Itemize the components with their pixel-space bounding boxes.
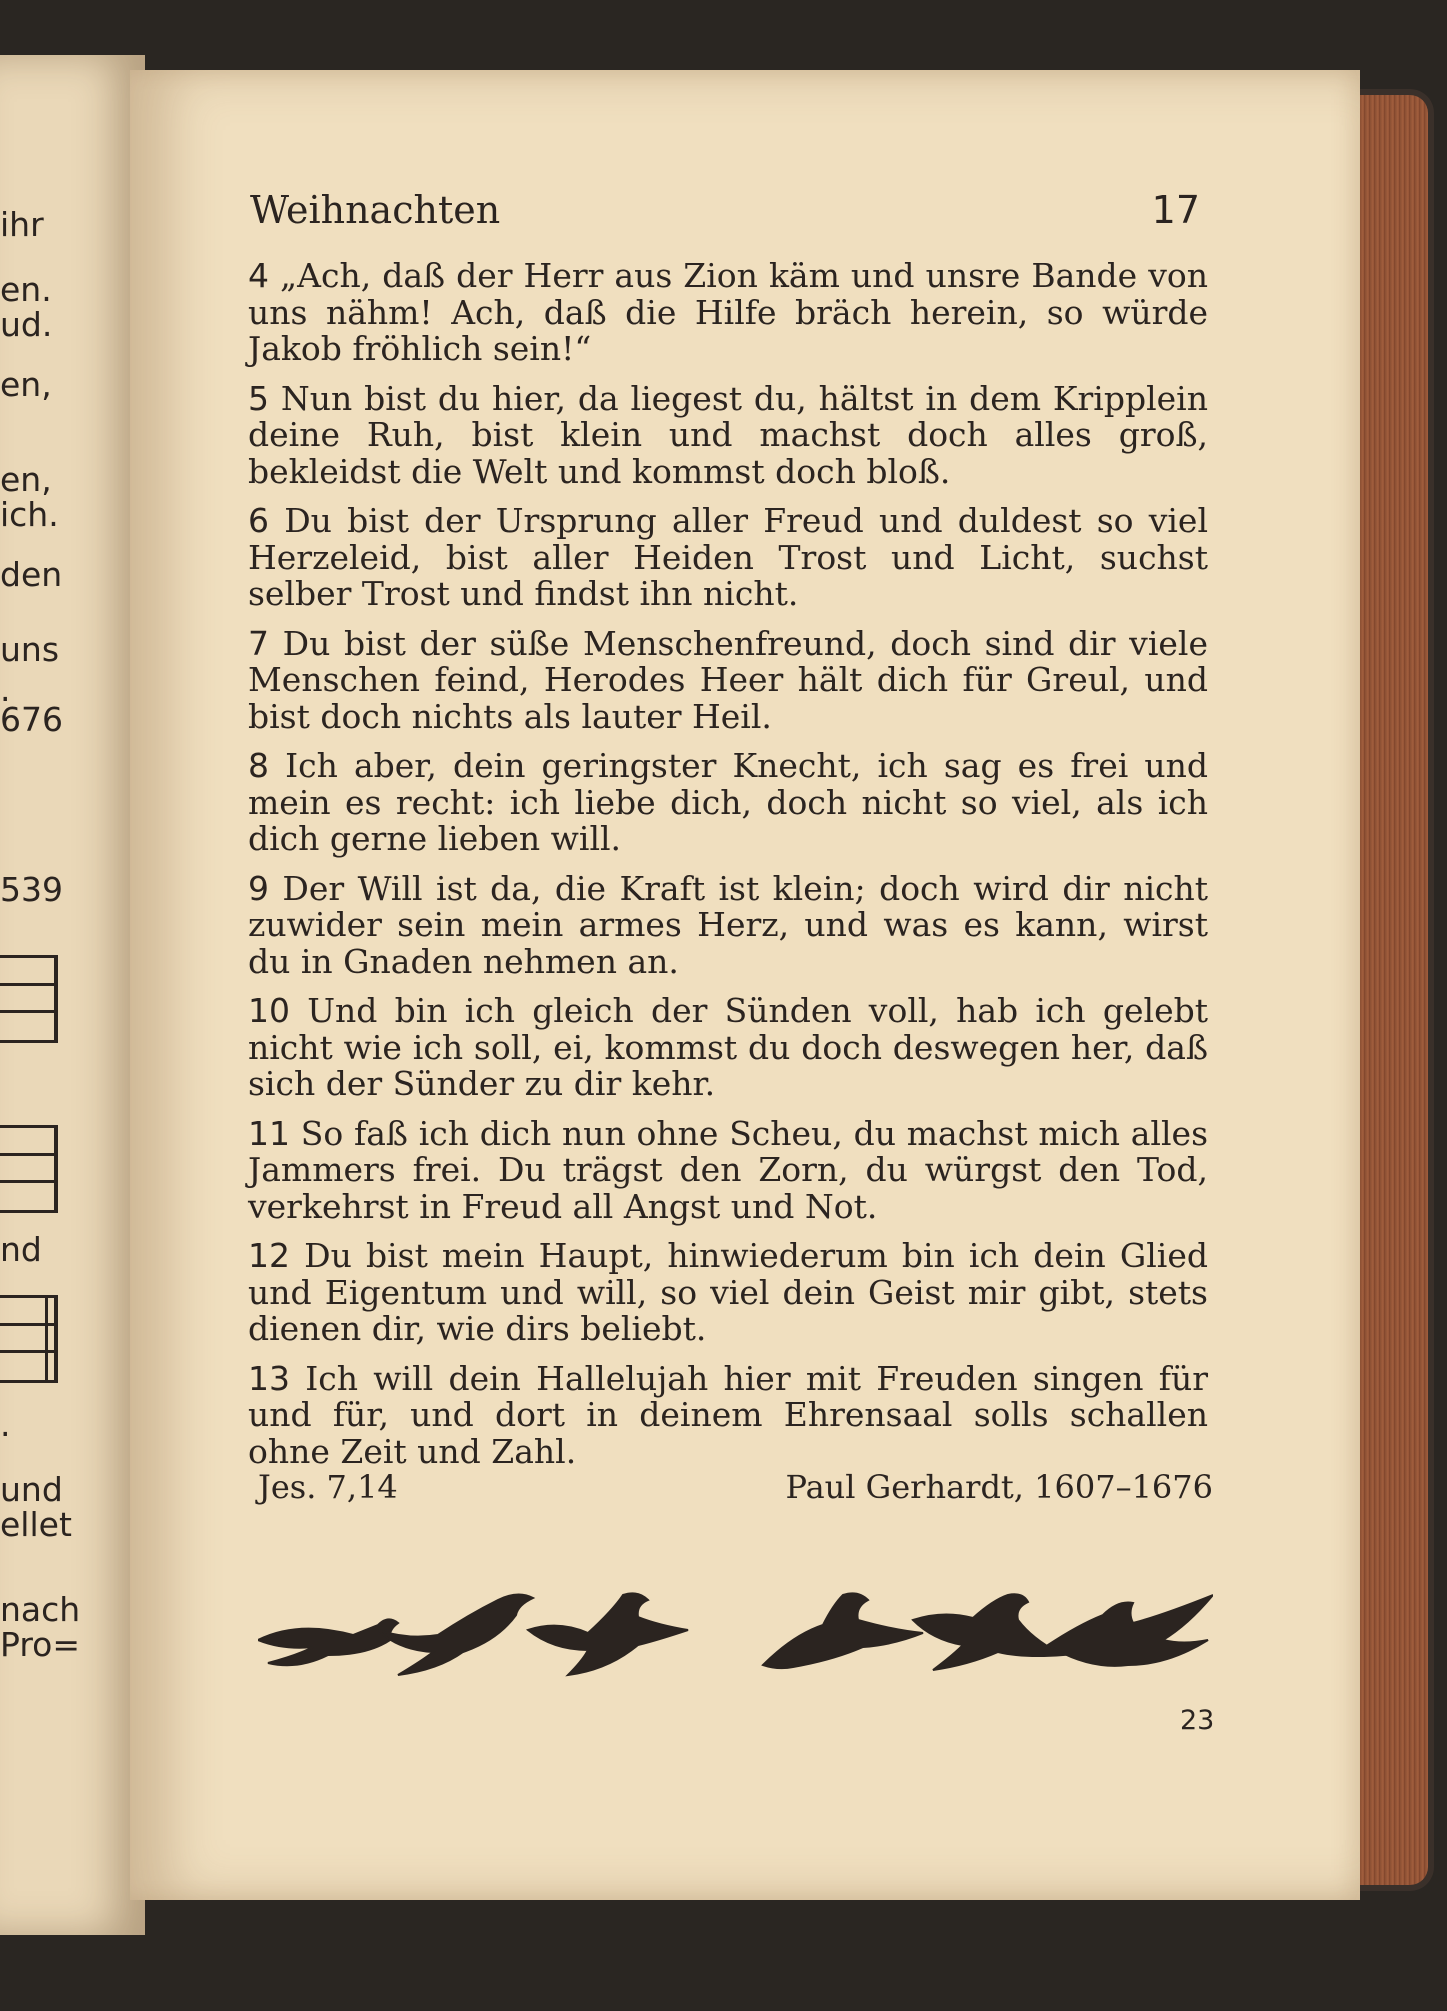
- left-line: .: [0, 1405, 11, 1444]
- scripture-reference: Jes. 7,14: [258, 1468, 398, 1506]
- verse: [248, 748, 1208, 858]
- verse-text: Nun bist du hier, da liegest du, hältst in dem Kripplein deine Ruh, bist klein und machst doch alles groß, bekleidst die Welt und kommst doch bloß.: [248, 378, 1208, 491]
- verse-text: Du bist der süße Menschenfreund, doch sind dir viele Menschen feind, Herodes Heer hält dich für Greul, und bist doch nichts als lauter Heil.: [248, 623, 1208, 736]
- running-head: [250, 188, 1200, 232]
- verse-text: Und bin ich gleich der Sünden voll, hab ich gelebt nicht wie ich soll, ei, kommst du doch deswegen her, daß sich der Sünder zu dir kehr.: [248, 991, 1208, 1103]
- verse: [248, 868, 1208, 981]
- music-staff: [0, 1125, 58, 1213]
- left-line: ud.: [0, 305, 53, 344]
- verse: [248, 623, 1208, 736]
- left-line: 676: [0, 700, 63, 739]
- music-staff: [0, 955, 58, 1043]
- left-line: ihr: [0, 205, 44, 244]
- verse-text: So faß ich dich nun ohne Scheu, du machst mich alles Jammers frei. Du trägst den Zorn, du würgst den Tod, verkehrst in Freud all Angst und Not.: [248, 1113, 1208, 1226]
- verse-number: 12: [248, 1236, 290, 1275]
- verse: [248, 378, 1208, 491]
- verse-number: 6: [248, 501, 269, 540]
- hymn-number: 17: [1151, 188, 1200, 232]
- verse-number: 13: [248, 1358, 290, 1398]
- running-title: Weihnachten: [250, 188, 501, 232]
- page-number: 23: [1180, 1705, 1215, 1736]
- left-line: den: [0, 555, 63, 594]
- dove-icon: [763, 1593, 923, 1668]
- dove-ornament: [258, 1585, 1213, 1685]
- verse-text: Der Will ist da, die Kraft ist klein; doch wird dir nicht zuwider sein mein armes Herz, und was es kann, wirst du in Gnaden nehmen an.: [248, 868, 1208, 981]
- verse: [248, 1238, 1208, 1348]
- left-line: nach: [0, 1590, 81, 1629]
- author-credit: Paul Gerhardt, 1607–1676: [785, 1468, 1213, 1506]
- verse-text: Ich will dein Hallelujah hier mit Freuden singen für und für, und dort in deinem Ehrensaal solls schallen ohne Zeit und Zahl.: [248, 1358, 1208, 1471]
- left-line: ich.: [0, 495, 59, 534]
- left-line: Pro=: [0, 1625, 81, 1664]
- verse-text: Ich aber, dein geringster Knecht, ich sag es frei und mein es recht: ich liebe dich, doch nicht so viel, als ich dich gerne lieben will.: [248, 746, 1208, 858]
- dove-icon: [913, 1594, 1063, 1670]
- verse-number: 7: [248, 623, 269, 663]
- verse-text: Du bist der Ursprung aller Freud und duldest so viel Herzeleid, bist aller Heiden Trost und Licht, suchst selber Trost und findst ihn nicht.: [248, 501, 1208, 613]
- left-line: uns: [0, 630, 60, 669]
- verse-number: 8: [248, 746, 269, 785]
- dove-icon: [1048, 1595, 1213, 1666]
- verse-number: 10: [248, 991, 290, 1030]
- left-line: ellet: [0, 1505, 72, 1544]
- dove-icon: [378, 1594, 533, 1675]
- left-line: nd: [0, 1230, 42, 1269]
- attribution: [258, 1468, 1213, 1506]
- verse-text: „Ach, daß der Herr aus Zion käm und unsre Bande von uns nähm! Ach, daß die Hilfe bräch herein, so würde Jakob fröhlich sein!“: [248, 256, 1208, 368]
- verse-text: Du bist mein Haupt, hinwiederum bin ich dein Glied und Eigentum und will, so viel dein Geist mir gibt, stets dienen dir, wie dirs beliebt.: [248, 1236, 1208, 1348]
- verse-number: 9: [248, 868, 269, 908]
- left-line: und: [0, 1470, 63, 1509]
- verse: [248, 1358, 1208, 1471]
- left-line: .: [0, 670, 11, 709]
- left-line: en.: [0, 270, 52, 309]
- verse: [248, 1113, 1208, 1226]
- verse-number: 5: [248, 378, 269, 418]
- dove-icon: [258, 1619, 398, 1665]
- verse: [248, 258, 1208, 368]
- page-edges: [1360, 95, 1428, 1885]
- verse: [248, 993, 1208, 1103]
- left-line: en,: [0, 460, 52, 499]
- left-page: [0, 55, 145, 1935]
- verse-number: 4: [248, 256, 269, 295]
- verse-number: 11: [248, 1113, 290, 1153]
- left-line: en,: [0, 365, 52, 404]
- verse: [248, 503, 1208, 613]
- left-line: 539: [0, 870, 63, 909]
- verses: [248, 258, 1208, 1483]
- dove-icon: [528, 1593, 688, 1675]
- music-staff: [0, 1295, 58, 1383]
